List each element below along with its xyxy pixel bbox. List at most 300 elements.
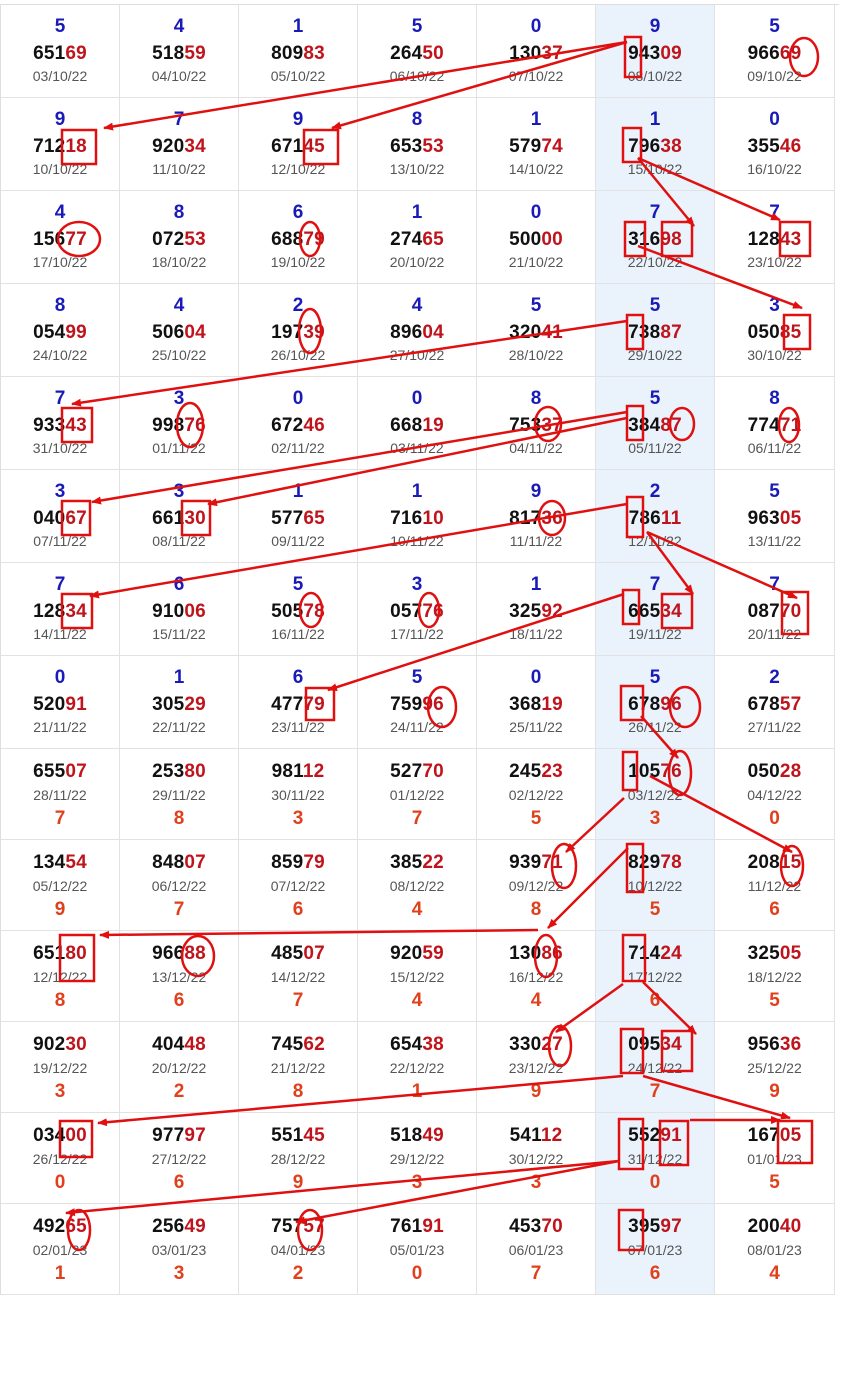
number-suffix: 30 (65, 1034, 87, 1055)
result-cell (120, 1204, 239, 1295)
number-suffix: 34 (660, 601, 682, 622)
result-cell (596, 749, 715, 840)
cell-date: 21/10/22 (508, 254, 564, 270)
cell-digit: 1 (649, 109, 661, 130)
cell-digit: 4 (411, 990, 423, 1011)
cell-date: 05/12/22 (32, 878, 88, 894)
cell-digit: 8 (173, 202, 185, 223)
table-row (1, 284, 839, 377)
number-suffix: 07 (65, 761, 87, 782)
result-cell (239, 656, 358, 749)
cell-number (120, 601, 238, 623)
cell-number (1, 1216, 119, 1238)
result-cell (596, 1022, 715, 1113)
cell-number (477, 1125, 595, 1147)
number-prefix: 753 (509, 415, 542, 436)
cell-digit: 3 (411, 574, 423, 595)
cell-digit: 6 (173, 1172, 185, 1193)
number-prefix: 943 (628, 43, 661, 64)
number-prefix: 809 (271, 43, 304, 64)
cell-number (1, 415, 119, 437)
cell-number (358, 43, 476, 65)
result-cell (120, 840, 239, 931)
cell-number (239, 229, 357, 251)
cell-date: 16/10/22 (747, 161, 802, 177)
number-suffix: 43 (65, 415, 87, 436)
cell-digit: 5 (411, 16, 423, 37)
cell-number (477, 761, 595, 783)
cell-digit: 3 (54, 1081, 66, 1102)
number-suffix: 05 (779, 1125, 802, 1146)
cell-date: 28/11/22 (33, 787, 87, 803)
result-cell (120, 377, 239, 470)
result-cell (596, 191, 715, 284)
number-prefix: 678 (628, 694, 661, 715)
cell-date: 27/11/22 (747, 719, 802, 735)
cell-digit: 9 (54, 109, 66, 130)
cell-digit: 3 (530, 1172, 542, 1193)
number-suffix: 36 (541, 508, 563, 529)
cell-number (239, 415, 357, 437)
result-cell (239, 5, 358, 98)
result-cell (715, 5, 835, 98)
cell-number (1, 852, 119, 874)
number-suffix: 76 (422, 601, 444, 622)
number-suffix: 80 (184, 761, 206, 782)
result-cell (358, 191, 477, 284)
number-suffix: 78 (660, 852, 682, 873)
number-prefix: 477 (271, 694, 304, 715)
cell-number (715, 322, 834, 344)
table-row (1, 1204, 839, 1295)
result-cell (596, 931, 715, 1022)
cell-digit: 1 (292, 16, 304, 37)
cell-digit: 3 (649, 808, 661, 829)
number-prefix: 848 (152, 852, 185, 873)
number-suffix: 12 (540, 1125, 563, 1146)
cell-digit: 6 (173, 990, 185, 1011)
result-cell (1, 284, 120, 377)
cell-digit: 0 (530, 667, 542, 688)
cell-number (358, 1125, 476, 1147)
cell-number (120, 1125, 238, 1147)
number-suffix: 76 (660, 761, 682, 782)
number-suffix: 10 (422, 508, 444, 529)
number-prefix: 368 (509, 694, 542, 715)
table-row (1, 98, 839, 191)
cell-digit: 5 (769, 481, 780, 502)
cell-date: 03/10/22 (32, 68, 88, 84)
number-suffix: 45 (303, 136, 325, 157)
cell-number (358, 694, 476, 716)
cell-date: 11/12/22 (747, 878, 802, 894)
number-suffix: 69 (779, 43, 802, 64)
cell-date: 20/12/22 (151, 1060, 207, 1076)
cell-date: 16/11/22 (271, 626, 325, 642)
number-suffix: 41 (541, 322, 563, 343)
table-row (1, 749, 839, 840)
result-cell (715, 1204, 835, 1295)
result-cell (120, 563, 239, 656)
cell-date: 17/11/22 (390, 626, 444, 642)
number-suffix: 05 (779, 943, 802, 964)
cell-digit: 7 (173, 899, 185, 920)
cell-date: 06/12/22 (151, 878, 207, 894)
cell-number (239, 761, 357, 783)
result-cell (120, 931, 239, 1022)
number-prefix: 714 (628, 943, 661, 964)
cell-number (120, 136, 238, 158)
number-prefix: 325 (747, 943, 780, 964)
cell-number (596, 1034, 714, 1056)
cell-digit: 8 (54, 295, 66, 316)
number-prefix: 688 (271, 229, 304, 250)
number-prefix: 998 (152, 415, 185, 436)
cell-number (120, 1034, 238, 1056)
number-suffix: 34 (660, 1034, 682, 1055)
number-prefix: 200 (747, 1216, 780, 1237)
number-suffix: 46 (779, 136, 802, 157)
cell-date: 05/10/22 (270, 68, 326, 84)
result-cell (1, 470, 120, 563)
result-cell (477, 656, 596, 749)
cell-date: 30/12/22 (508, 1151, 564, 1167)
number-prefix: 712 (33, 136, 66, 157)
cell-date: 17/12/22 (627, 969, 683, 985)
number-prefix: 057 (390, 601, 423, 622)
cell-number (477, 1216, 595, 1238)
number-prefix: 054 (33, 322, 66, 343)
cell-date: 18/10/22 (151, 254, 207, 270)
number-prefix: 325 (509, 601, 542, 622)
number-prefix: 910 (152, 601, 185, 622)
number-prefix: 072 (152, 229, 185, 250)
number-prefix: 655 (33, 761, 66, 782)
number-suffix: 65 (303, 508, 325, 529)
cell-date: 23/12/22 (508, 1060, 564, 1076)
cell-digit: 5 (649, 899, 661, 920)
cell-digit: 2 (292, 295, 304, 316)
number-prefix: 577 (271, 508, 304, 529)
cell-date: 11/10/22 (152, 161, 206, 177)
cell-number (1, 229, 119, 251)
cell-number (715, 1216, 834, 1238)
cell-date: 07/12/22 (270, 878, 326, 894)
cell-digit: 0 (649, 1172, 661, 1193)
number-suffix: 97 (184, 1125, 206, 1146)
number-prefix: 050 (747, 761, 780, 782)
number-suffix: 70 (541, 1216, 563, 1237)
number-suffix: 92 (541, 601, 563, 622)
result-cell (358, 377, 477, 470)
cell-date: 12/11/22 (628, 533, 682, 549)
number-suffix: 40 (779, 1216, 802, 1237)
cell-digit: 7 (54, 574, 66, 595)
cell-digit: 0 (411, 388, 423, 409)
number-suffix: 79 (303, 694, 325, 715)
result-cell (239, 749, 358, 840)
cell-digit: 6 (769, 899, 780, 920)
cell-number (120, 761, 238, 783)
cell-date: 02/01/23 (32, 1242, 88, 1258)
cell-number (596, 1125, 714, 1147)
number-prefix: 130 (509, 943, 542, 964)
cell-number (477, 694, 595, 716)
cell-number (477, 229, 595, 251)
cell-digit: 5 (769, 16, 780, 37)
result-cell (1, 5, 120, 98)
cell-digit: 4 (769, 1263, 780, 1284)
number-suffix: 67 (65, 508, 87, 529)
cell-digit: 3 (173, 481, 185, 502)
cell-date: 30/10/22 (747, 347, 802, 363)
cell-digit: 5 (54, 16, 66, 37)
cell-number (358, 229, 476, 251)
cell-date: 14/12/22 (270, 969, 326, 985)
number-suffix: 79 (303, 229, 325, 250)
cell-number (715, 1125, 834, 1147)
cell-date: 28/12/22 (270, 1151, 326, 1167)
cell-date: 12/10/22 (270, 161, 326, 177)
cell-number (596, 43, 714, 65)
number-prefix: 105 (628, 761, 661, 782)
number-suffix: 65 (422, 229, 444, 250)
result-cell (358, 749, 477, 840)
number-suffix: 80 (65, 943, 87, 964)
cell-number (358, 415, 476, 437)
number-suffix: 48 (184, 1034, 206, 1055)
cell-date: 04/11/22 (509, 440, 563, 456)
number-prefix: 745 (271, 1034, 304, 1055)
cell-date: 07/10/22 (508, 68, 564, 84)
number-suffix: 07 (303, 943, 325, 964)
number-prefix: 384 (628, 415, 661, 436)
cell-number (596, 943, 714, 965)
cell-digit: 8 (530, 899, 542, 920)
number-suffix: 98 (660, 229, 682, 250)
cell-digit: 0 (411, 1263, 423, 1284)
cell-date: 03/01/23 (151, 1242, 207, 1258)
number-prefix: 759 (390, 694, 423, 715)
results-table (0, 4, 839, 1295)
cell-date: 21/12/22 (270, 1060, 326, 1076)
cell-digit: 0 (769, 109, 780, 130)
number-prefix: 518 (152, 43, 185, 64)
cell-number (358, 1216, 476, 1238)
result-cell (239, 377, 358, 470)
cell-number (239, 43, 357, 65)
cell-digit: 6 (292, 667, 304, 688)
number-suffix: 70 (779, 601, 802, 622)
result-cell (477, 1204, 596, 1295)
number-suffix: 54 (65, 852, 87, 873)
result-cell (715, 840, 835, 931)
table-row (1, 1113, 839, 1204)
cell-digit: 4 (54, 202, 66, 223)
cell-number (239, 852, 357, 874)
cell-number (120, 1216, 238, 1238)
number-suffix: 43 (779, 229, 802, 250)
cell-number (477, 136, 595, 158)
result-cell (596, 98, 715, 191)
number-suffix: 69 (65, 43, 87, 64)
number-suffix: 86 (541, 943, 563, 964)
cell-digit: 1 (530, 574, 542, 595)
cell-date: 30/11/22 (271, 787, 325, 803)
number-prefix: 492 (33, 1216, 66, 1237)
number-suffix: 06 (184, 601, 206, 622)
cell-date: 23/11/22 (271, 719, 325, 735)
cell-digit: 3 (769, 295, 780, 316)
cell-number (477, 1034, 595, 1056)
cell-number (1, 761, 119, 783)
cell-date: 25/12/22 (747, 1060, 802, 1076)
cell-number (596, 852, 714, 874)
cell-number (1, 1034, 119, 1056)
number-prefix: 981 (271, 761, 303, 782)
cell-date: 06/10/22 (389, 68, 445, 84)
cell-date: 15/12/22 (389, 969, 445, 985)
result-cell (596, 470, 715, 563)
cell-date: 23/10/22 (747, 254, 802, 270)
number-prefix: 404 (152, 1034, 185, 1055)
table-row (1, 470, 839, 563)
cell-number (477, 508, 595, 530)
number-suffix: 34 (184, 136, 206, 157)
cell-number (1, 694, 119, 716)
result-cell (120, 470, 239, 563)
number-prefix: 245 (509, 761, 542, 782)
result-cell (1, 1113, 120, 1204)
cell-digit: 0 (54, 1172, 66, 1193)
number-prefix: 453 (509, 1216, 542, 1237)
number-prefix: 050 (747, 322, 780, 343)
cell-date: 25/11/22 (509, 719, 563, 735)
cell-date: 10/11/22 (390, 533, 444, 549)
cell-digit: 5 (649, 667, 661, 688)
result-cell (1, 840, 120, 931)
result-cell (239, 98, 358, 191)
result-cell (596, 656, 715, 749)
cell-digit: 7 (54, 808, 66, 829)
cell-digit: 7 (769, 574, 780, 595)
number-prefix: 130 (509, 43, 542, 64)
cell-number (239, 1034, 357, 1056)
cell-date: 26/12/22 (32, 1151, 88, 1167)
number-prefix: 902 (33, 1034, 66, 1055)
result-cell (1, 563, 120, 656)
result-cell (477, 377, 596, 470)
result-cell (120, 98, 239, 191)
cell-date: 19/10/22 (270, 254, 326, 270)
number-suffix: 91 (660, 1125, 682, 1146)
number-suffix: 37 (541, 43, 563, 64)
result-cell (358, 1113, 477, 1204)
table-row (1, 840, 839, 931)
number-prefix: 395 (628, 1216, 661, 1237)
result-cell (239, 284, 358, 377)
number-prefix: 320 (509, 322, 542, 343)
cell-date: 19/11/22 (628, 626, 682, 642)
cell-date: 01/12/22 (389, 787, 445, 803)
cell-number (120, 943, 238, 965)
cell-digit: 7 (173, 109, 185, 130)
cell-digit: 7 (649, 202, 661, 223)
cell-digit: 5 (530, 295, 542, 316)
cell-number (358, 1034, 476, 1056)
number-suffix: 38 (422, 1034, 444, 1055)
result-cell (358, 1022, 477, 1113)
result-cell (239, 1113, 358, 1204)
cell-number (715, 601, 834, 623)
cell-number (239, 943, 357, 965)
cell-digit: 6 (173, 574, 185, 595)
result-cell (1, 1204, 120, 1295)
number-suffix: 37 (541, 415, 563, 436)
number-suffix: 91 (65, 694, 87, 715)
number-suffix: 87 (660, 322, 682, 343)
cell-digit: 0 (769, 808, 780, 829)
result-cell (120, 191, 239, 284)
cell-date: 26/10/22 (270, 347, 326, 363)
cell-date: 08/11/22 (152, 533, 206, 549)
cell-date: 31/10/22 (32, 440, 88, 456)
cell-date: 17/10/22 (32, 254, 88, 270)
number-suffix: 45 (303, 1125, 325, 1146)
cell-date: 29/10/22 (627, 347, 683, 363)
cell-digit: 1 (411, 481, 423, 502)
cell-number (477, 43, 595, 65)
cell-date: 04/01/23 (270, 1242, 326, 1258)
number-prefix: 654 (390, 1034, 423, 1055)
cell-number (120, 322, 238, 344)
cell-date: 18/12/22 (747, 969, 802, 985)
cell-digit: 1 (411, 1081, 423, 1102)
result-cell (358, 5, 477, 98)
cell-digit: 3 (292, 808, 304, 829)
result-cell (477, 1022, 596, 1113)
result-cell (477, 1113, 596, 1204)
cell-date: 14/11/22 (33, 626, 87, 642)
cell-date: 22/10/22 (627, 254, 683, 270)
cell-digit: 3 (173, 1263, 185, 1284)
number-prefix: 040 (33, 508, 66, 529)
number-suffix: 29 (184, 694, 206, 715)
cell-date: 02/12/22 (508, 787, 564, 803)
cell-date: 04/12/22 (747, 787, 802, 803)
result-cell (358, 98, 477, 191)
cell-date: 06/11/22 (747, 440, 802, 456)
result-cell (596, 284, 715, 377)
number-suffix: 04 (422, 322, 444, 343)
cell-number (1, 43, 119, 65)
cell-number (239, 136, 357, 158)
number-suffix: 74 (541, 136, 563, 157)
cell-digit: 8 (769, 388, 780, 409)
cell-number (477, 415, 595, 437)
cell-digit: 1 (292, 481, 304, 502)
cell-date: 12/12/22 (32, 969, 88, 985)
number-suffix: 71 (541, 852, 563, 873)
cell-number (715, 694, 834, 716)
cell-date: 29/11/22 (152, 787, 206, 803)
result-cell (715, 1113, 835, 1204)
cell-date: 31/12/22 (627, 1151, 683, 1167)
result-cell (239, 191, 358, 284)
cell-digit: 7 (292, 990, 304, 1011)
number-prefix: 786 (628, 508, 661, 529)
cell-digit: 8 (292, 1081, 304, 1102)
